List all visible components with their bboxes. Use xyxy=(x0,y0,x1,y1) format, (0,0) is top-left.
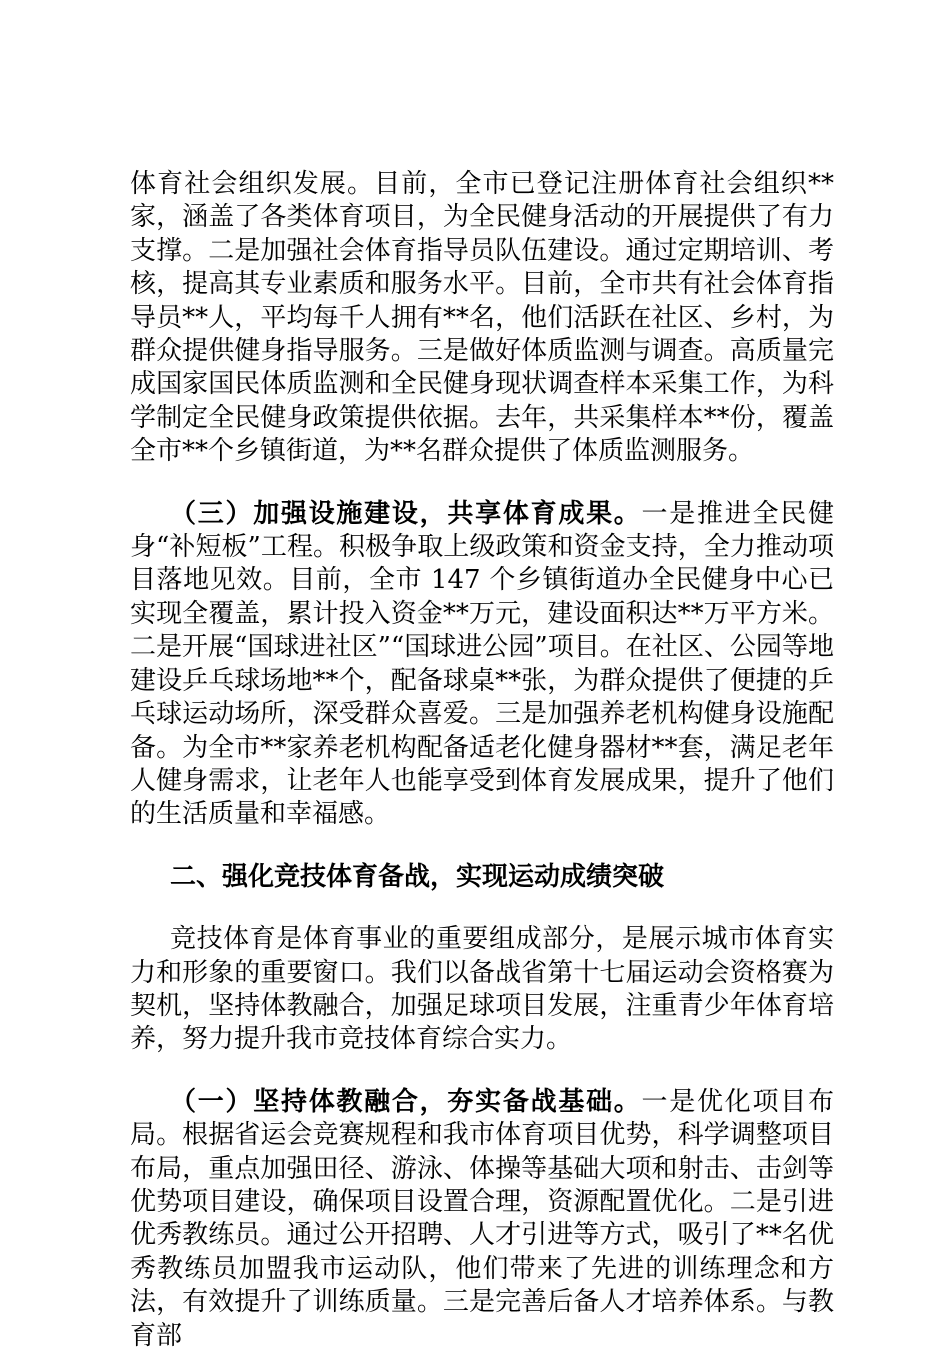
paragraph-lead-heading: （一）坚持体教融合，夯实备战基础。 xyxy=(170,1086,642,1117)
paragraph-continued xyxy=(130,168,834,469)
paragraph-text: 体育社会组织发展。目前，全市已登记注册体育社会组织**家，涵盖了各类体育项目，为全民健身活动的开展提供了有力支撑。二是加强社会体育指导员队伍建设。通过定期培训、考核，提高其专业素质和服务水平。目前，全市共有社会体育指导员**人，平均每千人拥有**名，他们活跃在社区、乡村，为群众提供健身指导服务。三是做好体质监测与调查。高质量完成国家国民体质监测和全民健身现状调查样本采集工作，为科学制定全民健身政策提供依据。去年，共采集样本**份，覆盖全市**个乡镇街道，为**名群众提供了体质监测服务。 xyxy=(130,169,834,467)
paragraph-text: 竞技体育是体育事业的重要组成部分，是展示城市体育实力和形象的重要窗口。我们以备战省第十七届运动会资格赛为契机，坚持体教融合，加强足球项目发展，注重青少年体育培养，努力提升我市竞技体育综合实力。 xyxy=(130,924,834,1055)
paragraph-text: 一是推进全民健身“补短板”工程。积极争取上级政策和资金支持，全力推动项目落地见效。目前，全市 147 个乡镇街道办全民健身中心已实现全覆盖，累计投入资金**万元，建设面积达**万平方米。二是开展“国球进社区”“国球进公园”项目。在社区、公园等地建设乒乓球场地**个，配备球桌**张，为群众提供了便捷的乒乓球运动场所，深受群众喜爱。三是加强养老机构健身设施配备。为全市**家养老机构配备适老化健身器材**套，满足老年人健身需求，让老年人也能享受到体育发展成果，提升了他们的生活质量和幸福感。 xyxy=(130,498,834,830)
document-body xyxy=(130,168,834,1353)
paragraph-text: 一是优化项目布局。根据省运会竞赛规程和我市体育项目优势，科学调整项目布局，重点加强田径、游泳、体操等基础大项和射击、击剑等优势项目建设，确保项目设置合理，资源配置优化。二是引进优秀教练员。通过公开招聘、人才引进等方式，吸引了**名优秀教练员加盟我市运动队，他们带来了先进的训练理念和方法，有效提升了训练质量。三是完善后备人才培养体系。与教育部 xyxy=(130,1086,834,1351)
paragraph-lead-heading: （三）加强设施建设，共享体育成果。 xyxy=(170,498,642,529)
section-heading: 二、强化竞技体育备战，实现运动成绩突破 xyxy=(170,861,665,892)
paragraph-facilities xyxy=(130,498,834,832)
paragraph-sports-education xyxy=(130,1086,834,1353)
paragraph-section-intro xyxy=(130,923,834,1057)
